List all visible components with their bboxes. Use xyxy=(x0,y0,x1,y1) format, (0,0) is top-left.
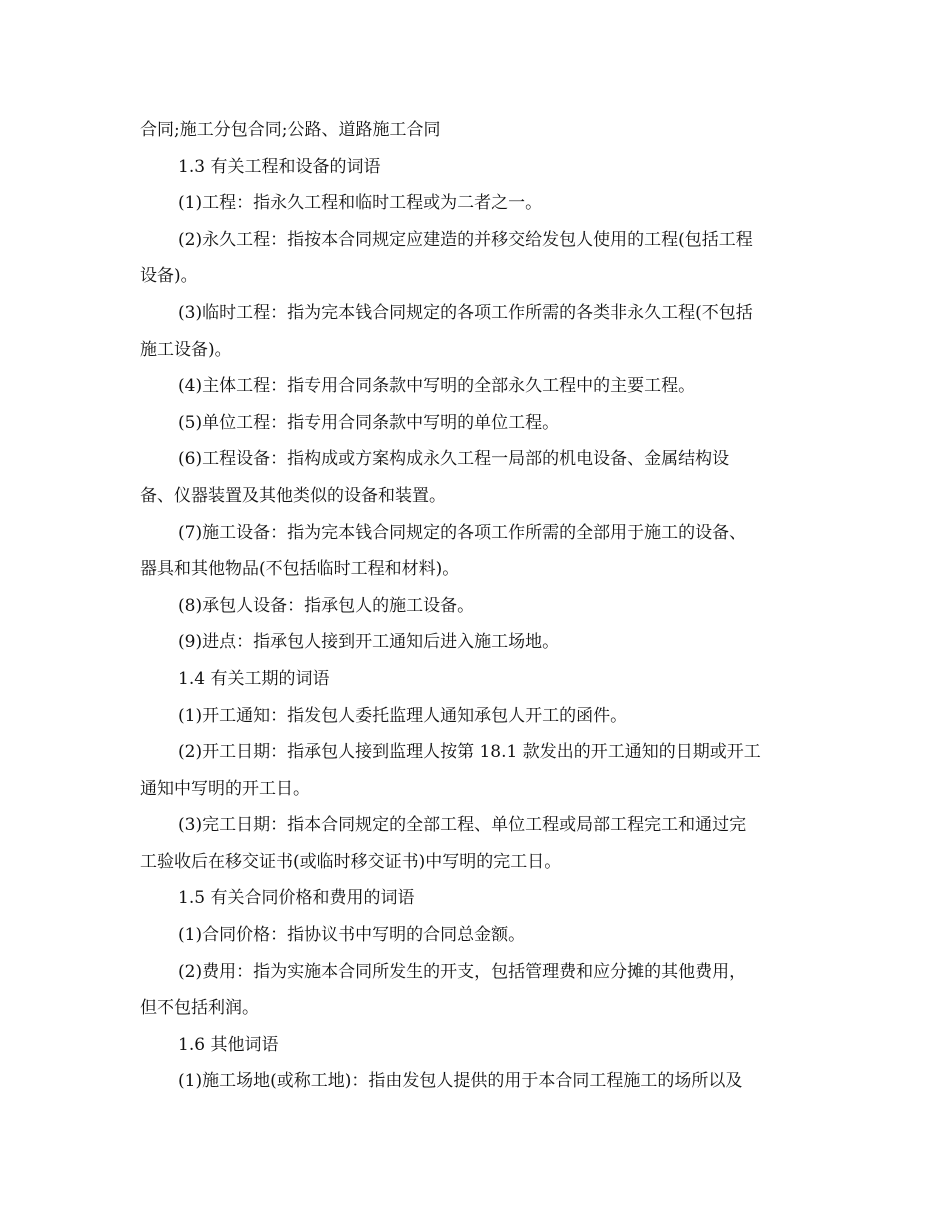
definition-item: (9)进点：指承包人接到开工通知后进入施工场地。 xyxy=(178,632,560,653)
text-line: 合同;施工分包合同;公路、道路施工合同 xyxy=(140,120,441,140)
definition-item: (4)主体工程：指专用合同条款中写明的全部永久工程中的主要工程。 xyxy=(178,376,696,397)
definition-item: (2)开工日期：指承包人接到监理人按第 18.1 款发出的开工通知的日期或开工 xyxy=(178,742,761,763)
definition-item: (1)工程：指永久工程和临时工程或为二者之一。 xyxy=(178,193,543,214)
definition-item: (8)承包人设备：指承包人的施工设备。 xyxy=(178,595,475,616)
definition-item: (5)单位工程：指专用合同条款中写明的单位工程。 xyxy=(178,412,560,433)
definition-item: (3)完工日期：指本合同规定的全部工程、单位工程或局部工程完工和通过完 xyxy=(178,815,747,836)
definition-item: (2)费用：指为实施本合同所发生的开支，包括管理费和应分摊的其他费用， xyxy=(178,961,747,982)
definition-item: (3)临时工程：指为完本钱合同规定的各项工作所需的各类非永久工程(不包括 xyxy=(178,302,753,323)
definition-item: (1)施工场地(或称工地)：指由发包人提供的用于本合同工程施工的场所以及 xyxy=(178,1071,743,1092)
text-line: 通知中写明的开工日。 xyxy=(140,778,310,799)
definition-item: (1)开工通知：指发包人委托监理人通知承包人开工的函件。 xyxy=(178,705,628,726)
definition-item: (2)永久工程：指按本合同规定应建造的并移交给发包人使用的工程(包括工程 xyxy=(178,229,753,250)
section-heading: 1.3 有关工程和设备的词语 xyxy=(178,156,381,177)
section-heading: 1.6 其他词语 xyxy=(178,1034,279,1055)
text-line: 设备)。 xyxy=(140,266,198,287)
text-line: 备、仪器装置及其他类似的设备和装置。 xyxy=(140,485,446,506)
section-heading: 1.5 有关合同价格和费用的词语 xyxy=(178,888,415,909)
text-line: 施工设备)。 xyxy=(140,339,232,360)
definition-item: (7)施工设备：指为完本钱合同规定的各项工作所需的全部用于施工的设备、 xyxy=(178,522,747,543)
document-body xyxy=(140,112,812,1100)
text-line: 器具和其他物品(不包括临时工程和材料)。 xyxy=(140,559,460,580)
section-heading: 1.4 有关工期的词语 xyxy=(178,668,330,689)
definition-item: (6)工程设备：指构成或方案构成永久工程一局部的机电设备、金属结构设 xyxy=(178,449,730,470)
text-line: 工验收后在移交证书(或临时移交证书)中写明的完工日。 xyxy=(140,851,562,872)
text-line: 但不包括利润。 xyxy=(140,998,259,1019)
definition-item: (1)合同价格：指协议书中写明的合同总金额。 xyxy=(178,925,526,946)
